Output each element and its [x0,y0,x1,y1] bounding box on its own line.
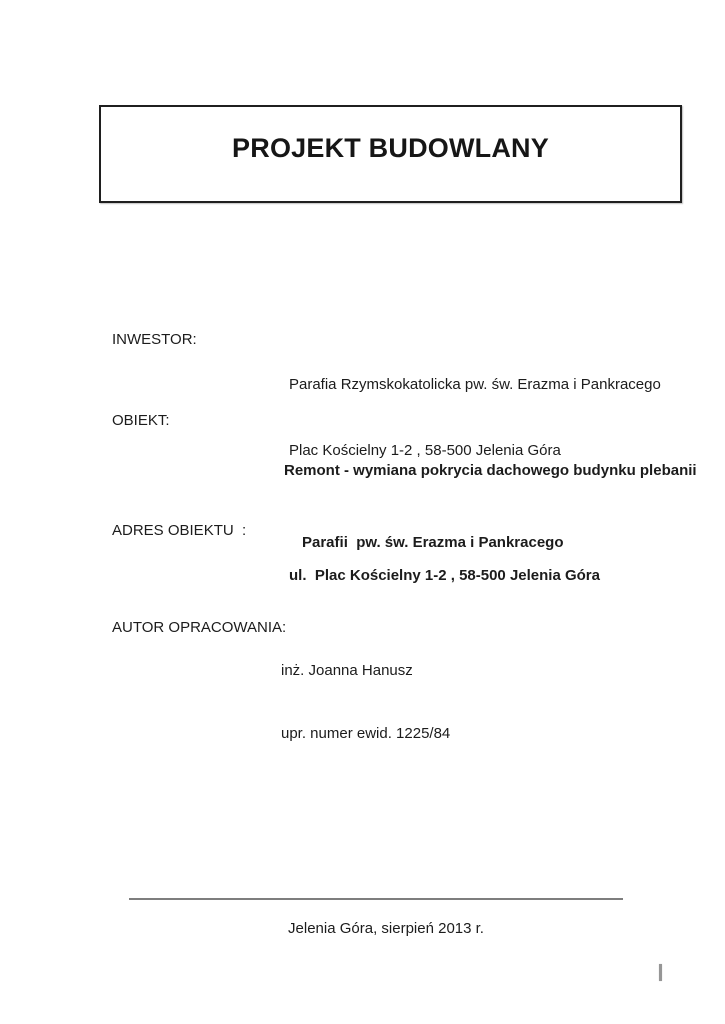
footer-date-line: Jelenia Góra, sierpień 2013 r. [288,920,484,937]
field-value-line: upr. numer ewid. 1225/84 [281,725,451,742]
field-value-line: Remont - wymiana pokrycia dachowego budynku plebanii [284,462,697,479]
field-label-inwestor: INWESTOR: [112,331,197,348]
field-label-adres-obiektu: ADRES OBIEKTU : [112,522,247,539]
page-title: PROJEKT BUDOWLANY [232,132,549,163]
field-value-line: inż. Joanna Hanusz [281,662,413,679]
footer-divider-rule [129,898,623,900]
field-value-autor-opracowania [281,618,450,786]
text-cursor-mark [659,964,662,981]
field-value-line: Parafii pw. św. Erazma i Pankracego [302,534,564,551]
title-box [99,105,682,203]
field-value-line: ul. Plac Kościelny 1-2 , 58-500 Jelenia Góra [289,567,600,584]
field-label-autor-opracowania: AUTOR OPRACOWANIA: [112,619,287,636]
field-label-obiekt: OBIEKT: [112,412,170,429]
field-value-line: Parafia Rzymskokatolicka pw. św. Erazma i Pankracego [289,376,661,393]
field-value-line: Plac Kościelny 1-2 , 58-500 Jelenia Góra [289,442,561,459]
field-value-adres-obiektu [289,521,600,631]
